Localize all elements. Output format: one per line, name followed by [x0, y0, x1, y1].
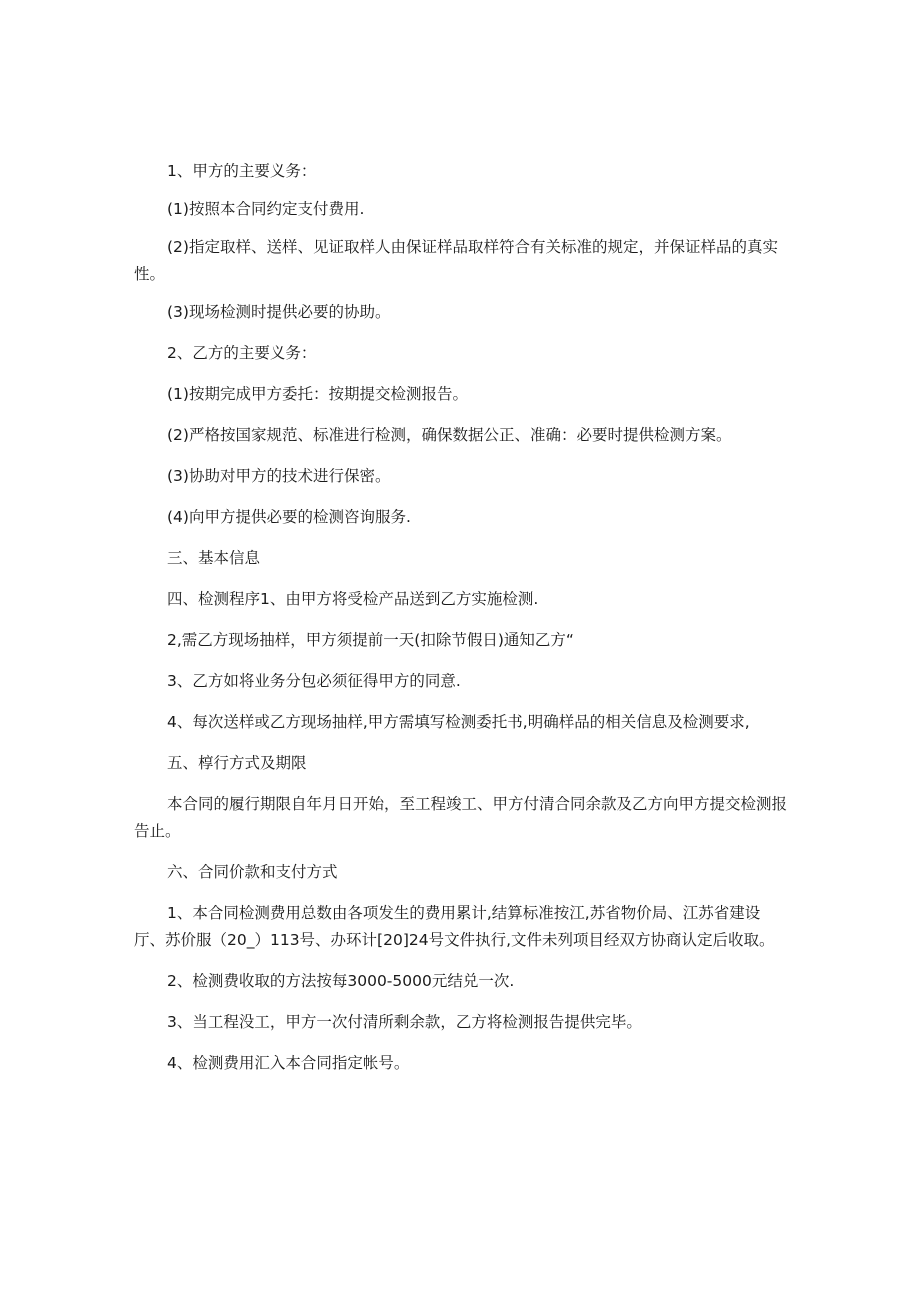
paragraph-party-a-duty-2: (2)指定取样、送样、见证取样人由保证样品取样符合有关标准的规定，并保证样品的真实性。	[134, 238, 778, 283]
paragraph-party-b-duty-1: (1)按期完成甲方委托：按期提交检测报告。	[167, 385, 468, 403]
paragraph-party-b-duty-3: (3)协助对甲方的技术进行保密。	[167, 467, 391, 485]
section-heading-basic-info: 三、基本信息	[167, 549, 261, 567]
paragraph-procedure-2: 2,需乙方现场抽样，甲方须提前一天(扣除节假日)通知乙方“	[167, 631, 574, 649]
paragraph-procedure-3: 3、乙方如将业务分包必须征得甲方的同意.	[167, 672, 461, 690]
paragraph-party-b-duty-4: (4)向甲方提供必要的检测咨询服务.	[167, 508, 411, 526]
section-heading-performance: 五、椁行方式及期限	[167, 754, 307, 772]
section-heading-price-payment: 六、合同价款和支付方式	[167, 863, 338, 881]
paragraph-party-b-duty-2: (2)严格按国家规范、标准进行检测，确保数据公正、准确：必要时提供检测方案。	[167, 426, 732, 444]
paragraph-payment-3: 3、当工程没工，甲方一次付清所剩余款，乙方将检测报告提供完毕。	[167, 1013, 642, 1031]
paragraph-performance-term: 本合同的履行期限自年月日开始，至工程竣工、甲方付清合同余款及乙方向甲方提交检测报告止。	[134, 795, 788, 840]
paragraph-payment-4: 4、检测费用汇入本合同指定帐号。	[167, 1054, 410, 1072]
document-body	[134, 158, 788, 1091]
paragraph-payment-1: 1、本合同检测费用总数由各项发生的费用累计,结算标准按江,苏省物价局、江苏省建设厅、苏价服（20_）113号、办环计[20]24号文件执行,文件未列项目经双方协商认定后收取。	[134, 904, 775, 949]
paragraph-party-a-duties-heading: 1、甲方的主要义务：	[167, 162, 317, 180]
paragraph-procedure-1: 四、检测程序1、由甲方将受检产品送到乙方实施检测.	[167, 590, 539, 608]
paragraph-party-a-duty-3: (3)现场检测时提供必要的协助。	[167, 303, 391, 321]
paragraph-party-a-duty-1: (1)按照本合同约定支付费用.	[167, 200, 365, 218]
paragraph-procedure-4: 4、每次送样或乙方现场抽样,甲方需填写检测委托书,明确样品的相关信息及检测要求,	[167, 713, 750, 731]
paragraph-payment-2: 2、检测费收取的方法按每3000-5000元结兑一次.	[167, 972, 515, 990]
paragraph-party-b-duties-heading: 2、乙方的主要义务：	[167, 344, 317, 362]
